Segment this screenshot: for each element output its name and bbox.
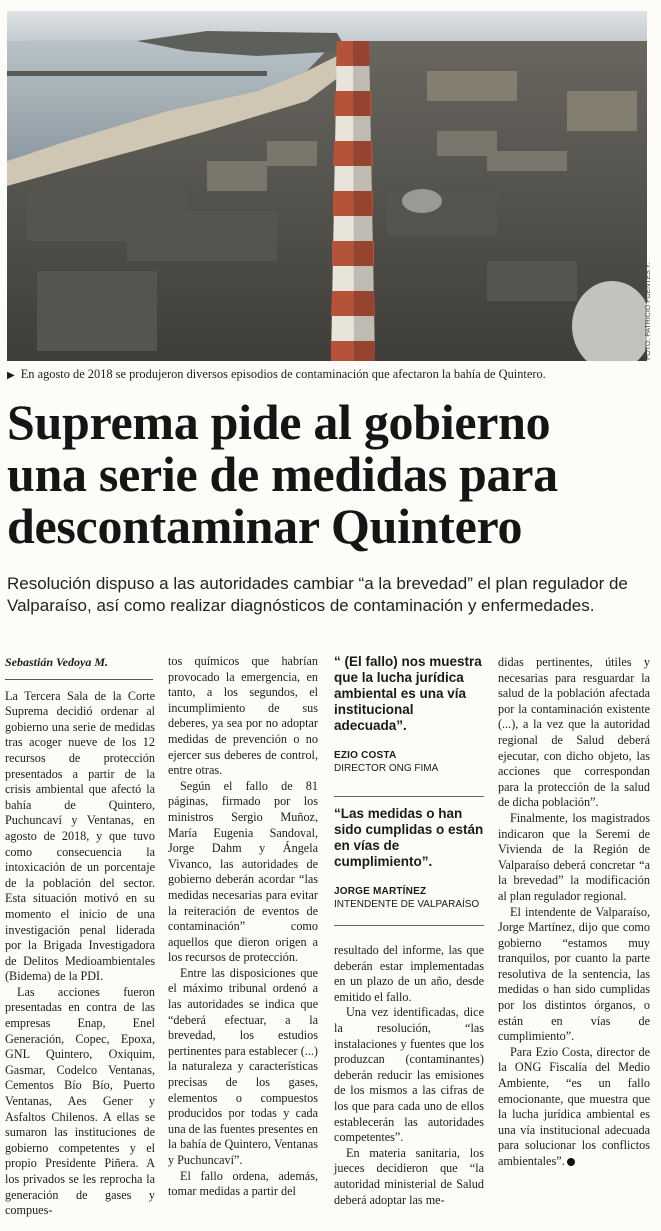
photo-illustration — [7, 11, 647, 361]
final-paragraph-text: Para Ezio Costa, director de la ONG Fiscalía del Medio Ambiente, “es un fallo emocionante, que muestra que la lucha jurídica ambiental es una vía institucional adecuada para solucionar los conflictos ambientales”. — [498, 1044, 650, 1168]
paragraph: La Tercera Sala de la Corte Suprema decidió ordenar al gobierno una serie de medidas tras acoger nueve de los 12 recursos de protección presentados a partir de la crisis ambiental que afectó la bahía de Quintero, Puchuncaví y Ventanas, en agosto de 2018, y que tuvo como consecuencia la intoxicación de un porcentaje de la población del sector. Esta situación motivó en su momento el inicio de una investigación penal liderada por la Brigada Investigadora de Delitos Medioambientales (Bidema) de la PDI. — [5, 688, 155, 984]
paragraph: El intendente de Valparaíso, Jorge Martínez, dijo que como gobierno “estamos muy tranquilos, por cuanto la parte resolutiva de la sentencia, las medidas o han sido cumplidas por los distintos órganos, o están en vías de cumplimiento”. — [498, 904, 650, 1044]
article-column-2 — [168, 654, 318, 1200]
quote-divider — [334, 925, 484, 926]
industrial-bay-photo — [7, 11, 647, 361]
paragraph: Las acciones fueron presentadas en contra de las empresas Enap, Enel Generación, Copec, Epoxa, GNL Quintero, Oxiquim, Gasmar, Codelco Ventanas, Cementos Bío Bío, Puerto Ventanas, Aes Gener y Asfaltos Chilenos. A ellas se sumaron las instituciones de gobierno competentes y el propio Presidente Piñera. A los privados se les reprocha la generación de gases y compues- — [5, 984, 155, 1218]
chimney — [331, 41, 375, 361]
photo-caption — [7, 367, 647, 382]
paragraph: Una vez identificadas, dice la resolución, “las instalaciones y fuentes que los produzcan (contaminantes) deberán reducir las emisiones de los mismos a las cifras de los que para cada uno de ellos establecerán las autoridades competentes”. — [334, 1005, 484, 1145]
paragraph: didas pertinentes, útiles y necesarias para resguardar la salud de la población afectada por la contaminación existente (...), a la vez que la autoridad regional de Salud deberá ejecutar, con dicho objeto, las acciones que correspondan para la protección de la salud de dicha población”. — [498, 655, 650, 810]
paragraph: Finalmente, los magistrados indicaron que la Seremi de Vivienda de la Región de Valparaíso deberá concretar “a la brevedad” la modificación al plan regulador regional. — [498, 810, 650, 903]
headline-line-2: una serie de medidas para — [7, 446, 558, 502]
end-mark-icon — [567, 1158, 575, 1166]
headline-line-1: Suprema pide al gobierno — [7, 394, 551, 450]
pull-quote-costa — [334, 654, 484, 774]
quote-role: INTENDENTE DE VALPARAÍSO — [334, 899, 480, 910]
quote-text: “ (El fallo) nos muestra que la lucha jurídica ambiental es una vía institucional adecuada”. — [334, 654, 482, 733]
paragraph: Según el fallo de 81 páginas, firmado por los ministros Sergio Muñoz, María Eugenia Sandoval, Jorge Dahm y Ángela Vivanco, las autoridades de gobierno deberán acordar “las medidas necesarias para evitar la reiteración de eventos de contaminación” como aquellos que dieron origen a los recursos de protección. — [168, 778, 318, 965]
headline-line-3: descontaminar Quintero — [7, 498, 523, 554]
paragraph: El fallo ordena, además, tomar medidas a partir del — [168, 1168, 318, 1199]
headline — [7, 396, 652, 552]
caption-text: En agosto de 2018 se produjeron diversos episodios de contaminación que afectaron la bahía de Quintero. — [20, 367, 546, 381]
quote-role: DIRECTOR ONG FIMA — [334, 763, 439, 774]
paragraph: resultado del informe, las que deberán estar implementadas en un plazo de un año, desde emitido el fallo. — [334, 943, 484, 1004]
paragraph-final — [498, 1045, 650, 1170]
caption-arrow-icon: ▶ — [7, 370, 15, 381]
quote-name: EZIO COSTA — [334, 750, 397, 761]
article-column-1 — [5, 655, 155, 1219]
article-column-4 — [498, 655, 650, 1170]
paragraph: tos químicos que habrían provocado la emergencia, en tanto, a los segundos, el incumplimiento de sus deberes, ya sea por no adoptar medidas de prevención o no ejercer sus deberes de control, entre otras. — [168, 654, 318, 778]
deck-subtitle — [7, 573, 652, 617]
byline: Sebastián Vedoya M. — [5, 655, 153, 680]
deck-line-2: Valparaíso, así como realizar diagnósticos de contaminación y enfermedades. — [7, 596, 595, 615]
pull-quote-martinez — [334, 796, 484, 910]
paragraph: Entre las disposiciones que el máximo tribunal ordenó a las autoridades se indica que “deberá efectuar, a la brevedad, los estudios pertinentes para establecer (...) la naturaleza y características precisas de los gases, elementos o compuestos producidos por todas y cada una de las fuentes presentes en la bahía de Quintero, Ventanas y Puchuncaví”. — [168, 965, 318, 1167]
photo-credit: FOTO: PATRICIO FUENTES Y. — [645, 262, 652, 360]
quote-name: JORGE MARTÍNEZ — [334, 886, 427, 897]
quote-text: “Las medidas o han sido cumplidas o están en vías de cumplimiento”. — [334, 806, 484, 869]
article-column-3 — [334, 943, 484, 1208]
deck-line-1: Resolución dispuso a las autoridades cambiar “a la brevedad” el plan regulador de — [7, 574, 628, 593]
paragraph: En materia sanitaria, los jueces decidieron que “la autoridad ministerial de Salud deberá adoptar las me- — [334, 1145, 484, 1207]
